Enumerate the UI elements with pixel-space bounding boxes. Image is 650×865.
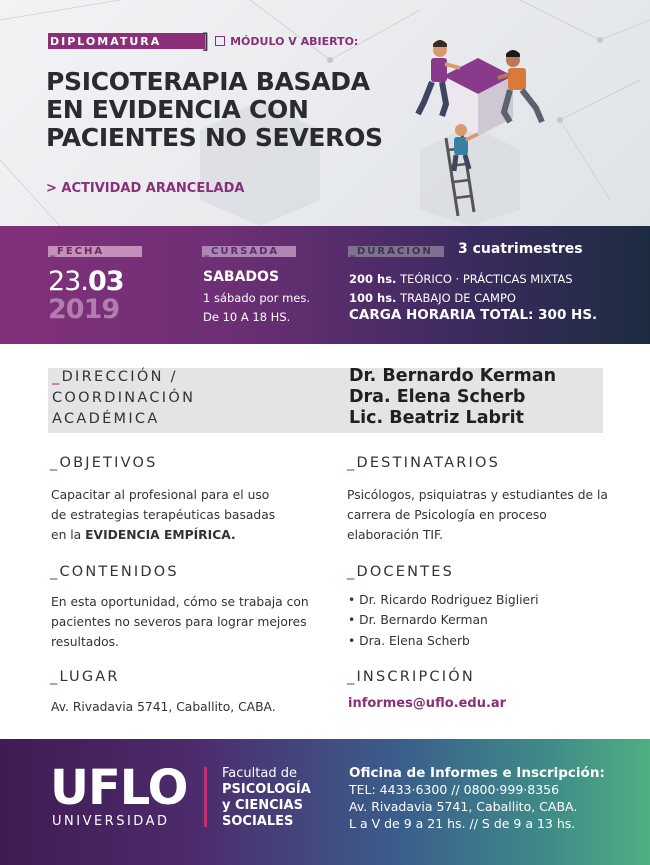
docentes-title: _DOCENTES [347,564,454,580]
objetivos-title-text: OBJETIVOS [59,455,158,471]
lugar-text: Av. Rivadavia 5741, Caballito, CABA. [51,700,276,714]
duracion-total: 3 cuatrimestres [458,241,583,257]
docente-item-2: • Dr. Bernardo Kerman [348,613,488,627]
contenidos-title: _CONTENIDOS [50,564,179,580]
direccion-label-line-1: _DIRECCIÓN / [52,369,178,385]
inscripcion-title-text: INSCRIPCIÓN [356,669,475,685]
docente-item-3: • Dra. Elena Scherb [348,634,470,648]
cursada-days: SABADOS [203,269,280,285]
fee-note: > ACTIVIDAD ARANCELADA [46,181,245,196]
footer [0,739,650,865]
director-name-3: Lic. Beatriz Labrit [349,408,525,428]
faculty-line-3: y CIENCIAS [222,798,303,813]
uflo-logo: UFLO [50,760,188,816]
campo-hours: 100 hs. [349,291,397,305]
program-type-tag: DIPLOMATURA [48,33,205,49]
objetivos-line-2: de estrategias terapéuticas basadas [51,508,276,522]
faculty-line-1: Facultad de [222,766,297,781]
cursada-frequency: 1 sábado por mes. [203,291,310,305]
bracket-glyph: ] [201,29,210,53]
teamwork-illustration [398,38,558,216]
fecha-label: _FECHA [48,246,142,257]
objetivos-line-1: Capacitar al profesional para el uso [51,488,270,502]
carga-horaria-total: CARGA HORARIA TOTAL: 300 HS. [349,307,598,323]
kicker-row [48,29,359,53]
faculty-line-2: PSICOLOGÍA [222,782,311,797]
duracion-label: _DURACIÓN [348,246,444,257]
direccion-label-line-2: COORDINACIÓN [52,390,196,406]
lugar-title-text: LUGAR [59,669,120,685]
cursada-hours: De 10 A 18 HS. [203,310,291,324]
docente-item-1: • Dr. Ricardo Rodriguez Biglieri [348,593,539,607]
director-name-2: Dra. Elena Scherb [349,387,526,407]
objetivos-line-3 [51,525,321,545]
info-band [0,226,650,344]
date-day: 23. [48,266,88,297]
header-banner [0,0,650,226]
contenidos-text: En esta oportunidad, cómo se trabaja con pacientes no severos para lograr mejores resultados. [51,595,309,649]
event-year: 2019 [48,294,120,325]
office-title: Oficina de Informes e Inscripción: [349,765,605,781]
objetivos-title: _OBJETIVOS [50,455,158,471]
date-month: 03 [87,266,124,297]
objetivos-line-3-pre: en la [51,528,82,542]
contenidos-title-text: CONTENIDOS [59,564,179,580]
cursada-label: _CURSADA [202,246,296,257]
page-title [46,68,396,152]
teorico-text: TEÓRICO · PRÁCTICAS MIXTAS [400,272,573,286]
destinatarios-text: Psicólogos, psiquiatras y estudiantes de la carrera de Psicología en proceso elaboración TIF. [347,488,608,542]
office-phone: TEL: 4433·6300 // 0800·999·8356 [349,782,560,797]
objetivos-text [51,485,321,545]
direccion-label-visible: DIRECCIÓN / [61,369,178,385]
teorico-hours: 200 hs. [349,272,397,286]
director-name-1: Dr. Bernardo Kerman [349,366,557,386]
event-date [48,266,124,297]
direccion-label-line-3: ACADÉMICA [52,411,160,427]
checkbox-icon [215,36,225,46]
campo-text: TRABAJO DE CAMPO [400,291,516,305]
objetivos-emphasis: EVIDENCIA EMPÍRICA. [85,528,236,542]
title-line-2: EN EVIDENCIA CON [46,95,309,124]
logo-divider [204,767,207,827]
destinatarios-title-text: DESTINATARIOS [356,455,500,471]
module-label: MÓDULO V ABIERTO: [230,34,359,48]
title-line-3: PACIENTES NO SEVEROS [46,123,383,152]
title-line-1: PSICOTERAPIA BASADA [46,67,370,96]
destinatarios-title: _DESTINATARIOS [347,455,500,471]
docentes-title-text: DOCENTES [356,564,454,580]
office-hours: L a V de 9 a 21 hs. // S de 9 a 13 hs. [349,816,576,831]
teorico-line [349,272,573,286]
faculty-line-4: SOCIALES [222,814,294,829]
logo-subtitle: UNIVERSIDAD [52,814,170,829]
inscripcion-title: _INSCRIPCIÓN [347,669,475,685]
campo-line [349,291,516,305]
office-address: Av. Rivadavia 5741, Caballito, CABA. [349,799,578,814]
lugar-title: _LUGAR [50,669,120,685]
inscripcion-email-link[interactable]: informes@uflo.edu.ar [348,696,507,711]
direccion-label [52,367,252,430]
